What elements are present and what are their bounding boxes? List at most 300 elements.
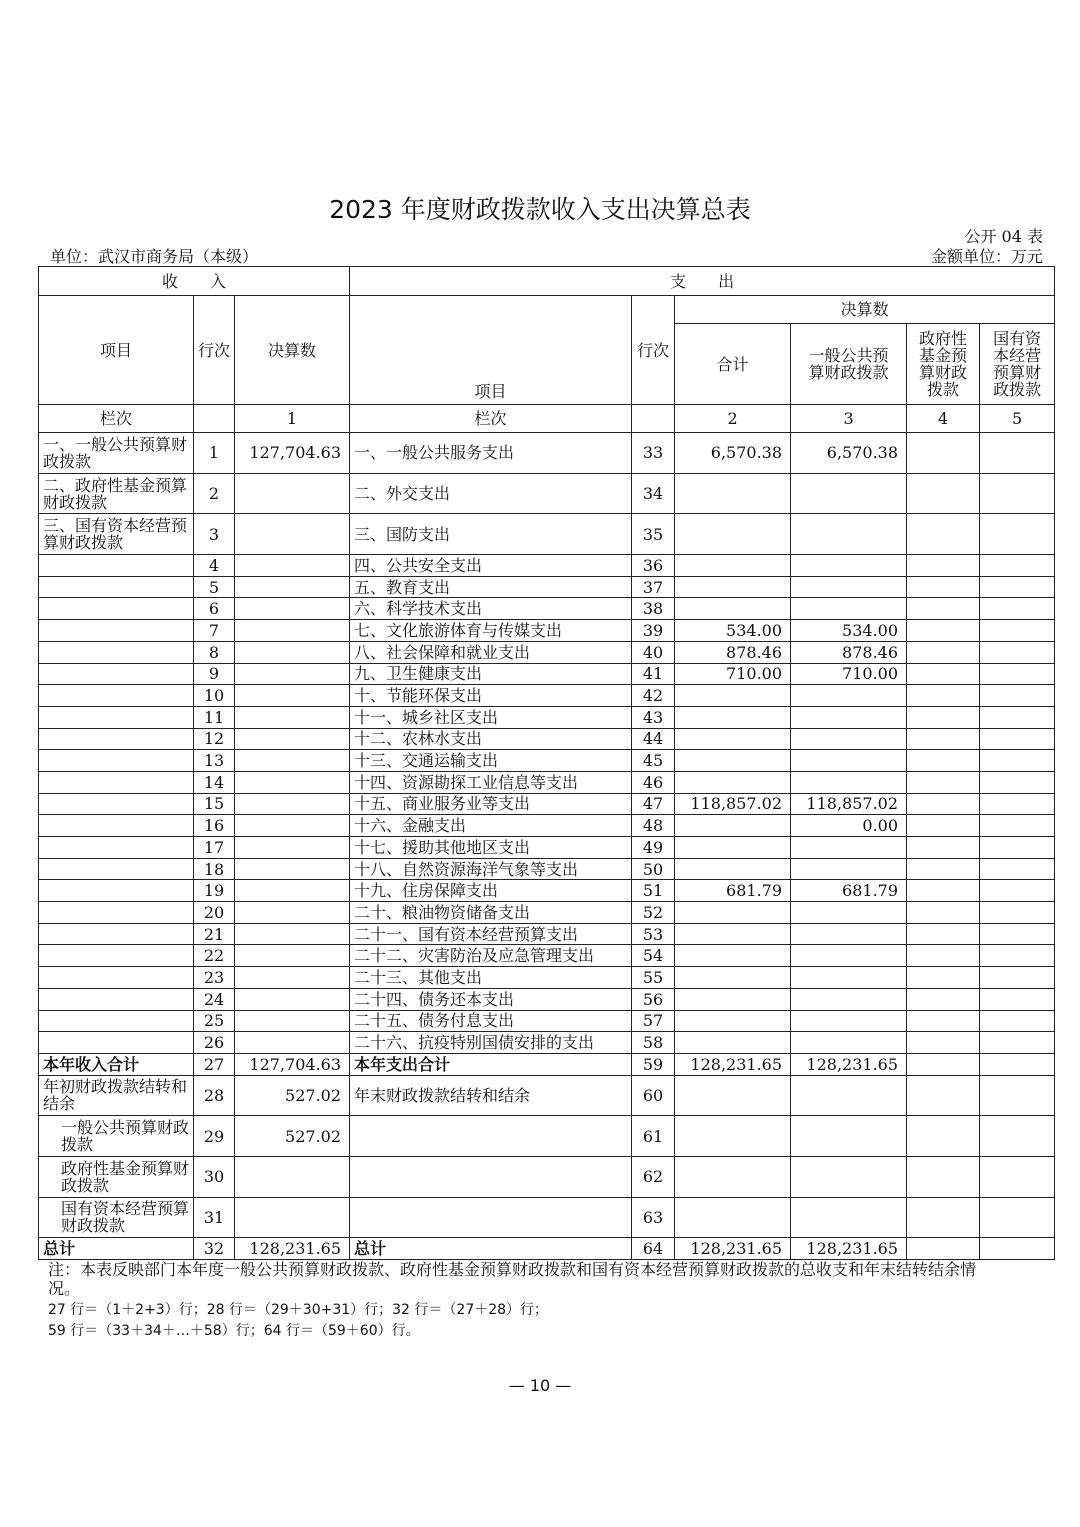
income-item (39, 555, 194, 577)
table-note: 注：本表反映部门本年度一般公共预算财政拨款、政府性基金预算财政拨款和国有资本经营预算财政拨款的总收支和年末结转结余情况。 (48, 1260, 977, 1298)
expense-soe (980, 750, 1055, 772)
expense-general (791, 902, 907, 924)
income-line-no: 10 (194, 685, 235, 707)
income-item (39, 988, 194, 1010)
expense-total (675, 576, 791, 598)
expense-total (675, 555, 791, 577)
expense-soe (980, 1010, 1055, 1032)
expense-item: 二十二、灾害防治及应急管理支出 (350, 945, 632, 967)
income-line-no: 18 (194, 858, 235, 880)
income-line-no: 30 (194, 1156, 235, 1197)
fund-header: 政府性基金预算财政拨款 (907, 324, 980, 405)
income-amount: 127,704.63 (235, 1053, 350, 1075)
income-amount (235, 988, 350, 1010)
expense-soe (980, 1032, 1055, 1054)
expense-fund (907, 433, 980, 474)
expense-general (791, 1116, 907, 1157)
expense-total: 128,231.65 (675, 1238, 791, 1260)
expense-item: 三、国防支出 (350, 514, 632, 555)
income-amount (235, 473, 350, 514)
expense-total (675, 1010, 791, 1032)
expense-line-no: 49 (632, 837, 675, 859)
table-row (39, 1116, 1055, 1157)
col-1: 1 (235, 405, 350, 433)
expense-item: 十四、资源勘探工业信息等支出 (350, 771, 632, 793)
table-row (39, 663, 1055, 685)
expense-item: 二十一、国有资本经营预算支出 (350, 923, 632, 945)
formula-notes (48, 1300, 548, 1342)
expense-line-no: 37 (632, 576, 675, 598)
income-line-no: 1 (194, 433, 235, 474)
table-row (39, 576, 1055, 598)
expense-line-no: 56 (632, 988, 675, 1010)
expense-general: 118,857.02 (791, 793, 907, 815)
income-amount (235, 858, 350, 880)
expense-line-no: 54 (632, 945, 675, 967)
formula-line-1: 27 行＝（1＋2+3）行；28 行＝（29＋30+31）行；32 行＝（27＋28）行； (48, 1302, 549, 1318)
income-item (39, 641, 194, 663)
expense-fund (907, 1116, 980, 1157)
expense-line-no: 48 (632, 815, 675, 837)
expense-fund (907, 620, 980, 642)
expense-general: 6,570.38 (791, 433, 907, 474)
expense-general (791, 1010, 907, 1032)
income-amount (235, 837, 350, 859)
money-unit-label: 金额单位：万元 (930, 247, 1043, 266)
expense-soe (980, 706, 1055, 728)
expense-line-no: 52 (632, 902, 675, 924)
income-item (39, 793, 194, 815)
income-line-no: 32 (194, 1238, 235, 1260)
income-line-no: 29 (194, 1116, 235, 1157)
expense-general: 710.00 (791, 663, 907, 685)
income-amount (235, 641, 350, 663)
income-item (39, 750, 194, 772)
expense-item: 十三、交通运输支出 (350, 750, 632, 772)
expense-fund (907, 514, 980, 555)
income-amount: 527.02 (235, 1075, 350, 1116)
expense-line-no: 33 (632, 433, 675, 474)
expense-item: 十一、城乡社区支出 (350, 706, 632, 728)
expense-fund (907, 1075, 980, 1116)
income-item (39, 923, 194, 945)
expense-fund (907, 837, 980, 859)
expense-soe (980, 514, 1055, 555)
expense-line-no: 47 (632, 793, 675, 815)
table-row (39, 793, 1055, 815)
expense-item: 总计 (350, 1238, 632, 1260)
expense-line-no: 39 (632, 620, 675, 642)
expense-item: 二十三、其他支出 (350, 967, 632, 989)
expense-soe (980, 641, 1055, 663)
income-item (39, 598, 194, 620)
table-row (39, 880, 1055, 902)
expense-general (791, 728, 907, 750)
expense-soe (980, 771, 1055, 793)
table-row (39, 902, 1055, 924)
expense-total: 118,857.02 (675, 793, 791, 815)
expense-item: 十七、援助其他地区支出 (350, 837, 632, 859)
expense-item: 十、节能环保支出 (350, 685, 632, 707)
expense-fund (907, 576, 980, 598)
income-line-no: 23 (194, 967, 235, 989)
page-title: 2023 年度财政拨款收入支出决算总表 (329, 195, 751, 224)
income-header: 收 入 (39, 267, 350, 296)
expense-item: 二十、粮油物资储备支出 (350, 902, 632, 924)
income-item (39, 967, 194, 989)
expense-soe (980, 473, 1055, 514)
income-line-no: 12 (194, 728, 235, 750)
expense-general (791, 1075, 907, 1116)
expense-fund (907, 555, 980, 577)
expense-fund (907, 1238, 980, 1260)
income-line-no: 5 (194, 576, 235, 598)
income-final-header: 决算数 (235, 296, 350, 405)
expense-item: 六、科学技术支出 (350, 598, 632, 620)
expense-item (350, 1116, 632, 1157)
expense-soe (980, 815, 1055, 837)
expense-item: 年末财政拨款结转和结余 (350, 1075, 632, 1116)
expense-total: 878.46 (675, 641, 791, 663)
expense-general (791, 988, 907, 1010)
expense-item: 九、卫生健康支出 (350, 663, 632, 685)
income-item: 三、国有资本经营预算财政拨款 (39, 514, 194, 555)
col-2: 2 (675, 405, 791, 433)
expense-soe (980, 902, 1055, 924)
table-row (39, 1156, 1055, 1197)
table-row (39, 945, 1055, 967)
expense-item: 二十五、债务付息支出 (350, 1010, 632, 1032)
income-amount (235, 685, 350, 707)
form-number: 公开 04 表 (964, 227, 1043, 246)
expense-header: 支 出 (350, 267, 1055, 296)
income-amount (235, 945, 350, 967)
expense-line-no: 46 (632, 771, 675, 793)
expense-soe (980, 555, 1055, 577)
expense-general (791, 576, 907, 598)
expense-soe (980, 923, 1055, 945)
expense-general: 681.79 (791, 880, 907, 902)
table-row (39, 750, 1055, 772)
income-item: 国有资本经营预算财政拨款 (39, 1197, 194, 1238)
income-line-no: 25 (194, 1010, 235, 1032)
expense-total (675, 728, 791, 750)
expense-general: 878.46 (791, 641, 907, 663)
expense-line-no: 34 (632, 473, 675, 514)
expense-soe (980, 433, 1055, 474)
expense-general: 0.00 (791, 815, 907, 837)
expense-item: 四、公共安全支出 (350, 555, 632, 577)
expense-soe (980, 945, 1055, 967)
expense-line-no: 61 (632, 1116, 675, 1157)
expense-total (675, 1075, 791, 1116)
income-amount (235, 706, 350, 728)
expense-fund (907, 1032, 980, 1054)
expense-final-header: 决算数 (675, 296, 1055, 324)
expense-soe (980, 620, 1055, 642)
table-row (39, 555, 1055, 577)
income-item-header: 项目 (39, 296, 194, 405)
expense-general (791, 837, 907, 859)
expense-general (791, 858, 907, 880)
expense-total (675, 1032, 791, 1054)
expense-general (791, 750, 907, 772)
expense-fund (907, 1156, 980, 1197)
expense-line-no: 51 (632, 880, 675, 902)
table-row (39, 1010, 1055, 1032)
income-amount (235, 555, 350, 577)
table-row (39, 706, 1055, 728)
expense-general (791, 555, 907, 577)
income-item (39, 728, 194, 750)
table-row (39, 1075, 1055, 1116)
expense-general: 534.00 (791, 620, 907, 642)
expense-fund (907, 1010, 980, 1032)
expense-total (675, 473, 791, 514)
expense-line-no: 59 (632, 1053, 675, 1075)
expense-general (791, 685, 907, 707)
table-row (39, 815, 1055, 837)
expense-line-no: 64 (632, 1238, 675, 1260)
income-amount (235, 1197, 350, 1238)
table-row (39, 433, 1055, 474)
table-row (39, 685, 1055, 707)
income-item: 一、一般公共预算财政拨款 (39, 433, 194, 474)
income-amount (235, 967, 350, 989)
expense-line-no: 55 (632, 967, 675, 989)
table-row (39, 473, 1055, 514)
income-amount (235, 576, 350, 598)
income-line-no: 21 (194, 923, 235, 945)
income-amount (235, 514, 350, 555)
expense-general (791, 771, 907, 793)
expense-general (791, 598, 907, 620)
income-line-no: 9 (194, 663, 235, 685)
expense-fund (907, 793, 980, 815)
expense-total (675, 750, 791, 772)
income-item (39, 902, 194, 924)
income-item: 一般公共预算财政拨款 (39, 1116, 194, 1157)
expense-fund (907, 641, 980, 663)
expense-soe (980, 1053, 1055, 1075)
expense-fund (907, 815, 980, 837)
expense-general (791, 945, 907, 967)
expense-soe (980, 967, 1055, 989)
table-row (39, 1238, 1055, 1260)
expense-soe (980, 576, 1055, 598)
income-item (39, 576, 194, 598)
income-line-no: 27 (194, 1053, 235, 1075)
expense-total: 128,231.65 (675, 1053, 791, 1075)
expense-fund (907, 902, 980, 924)
table-row (39, 728, 1055, 750)
expense-general: 128,231.65 (791, 1053, 907, 1075)
expense-fund (907, 1197, 980, 1238)
expense-soe (980, 1156, 1055, 1197)
expense-fund (907, 706, 980, 728)
expense-fund (907, 923, 980, 945)
general-header: 一般公共预算财政拨款 (791, 324, 907, 405)
income-item (39, 1010, 194, 1032)
table-row (39, 620, 1055, 642)
expense-soe (980, 685, 1055, 707)
expense-item: 十八、自然资源海洋气象等支出 (350, 858, 632, 880)
expense-general (791, 967, 907, 989)
income-line-header: 行次 (194, 296, 235, 405)
expense-item: 十九、住房保障支出 (350, 880, 632, 902)
col-3: 3 (791, 405, 907, 433)
expense-fund (907, 967, 980, 989)
expense-fund (907, 685, 980, 707)
expense-fund (907, 728, 980, 750)
expense-item: 一、一般公共服务支出 (350, 433, 632, 474)
expense-soe (980, 1075, 1055, 1116)
expense-line-no: 44 (632, 728, 675, 750)
income-item (39, 771, 194, 793)
expense-total: 710.00 (675, 663, 791, 685)
table-row (39, 1197, 1055, 1238)
income-line-no: 4 (194, 555, 235, 577)
income-amount (235, 1032, 350, 1054)
income-amount (235, 923, 350, 945)
expense-item: 二十六、抗疫特别国债安排的支出 (350, 1032, 632, 1054)
expense-item (350, 1156, 632, 1197)
expense-total (675, 945, 791, 967)
income-line-no: 31 (194, 1197, 235, 1238)
table-row (39, 598, 1055, 620)
expense-line-no: 63 (632, 1197, 675, 1238)
income-line-no: 15 (194, 793, 235, 815)
expense-total (675, 815, 791, 837)
expense-item: 十二、农林水支出 (350, 728, 632, 750)
income-item (39, 945, 194, 967)
table-row (39, 837, 1055, 859)
expense-general (791, 473, 907, 514)
expense-item: 二、外交支出 (350, 473, 632, 514)
expense-soe (980, 1116, 1055, 1157)
expense-item: 七、文化旅游体育与传媒支出 (350, 620, 632, 642)
income-line-no: 20 (194, 902, 235, 924)
expense-soe (980, 988, 1055, 1010)
income-line-no: 17 (194, 837, 235, 859)
col-4: 4 (907, 405, 980, 433)
expense-general (791, 514, 907, 555)
expense-fund (907, 750, 980, 772)
income-amount (235, 750, 350, 772)
income-item: 本年收入合计 (39, 1053, 194, 1075)
expense-fund (907, 988, 980, 1010)
income-amount (235, 880, 350, 902)
expense-line-no: 58 (632, 1032, 675, 1054)
income-line-no: 26 (194, 1032, 235, 1054)
expense-total: 681.79 (675, 880, 791, 902)
expense-total (675, 858, 791, 880)
table-row (39, 1032, 1055, 1054)
expense-soe (980, 728, 1055, 750)
expense-item (350, 1197, 632, 1238)
expense-soe (980, 858, 1055, 880)
income-amount (235, 793, 350, 815)
table-row (39, 641, 1055, 663)
expense-item: 十五、商业服务业等支出 (350, 793, 632, 815)
col-5: 5 (980, 405, 1055, 433)
income-col-label: 栏次 (39, 405, 194, 433)
expense-total (675, 771, 791, 793)
expense-fund (907, 663, 980, 685)
income-amount: 128,231.65 (235, 1238, 350, 1260)
income-amount (235, 771, 350, 793)
expense-line-no: 40 (632, 641, 675, 663)
income-item (39, 815, 194, 837)
expense-total: 6,570.38 (675, 433, 791, 474)
formula-line-2: 59 行＝（33＋34＋…＋58）行；64 行＝（59＋60）行。 (48, 1323, 420, 1339)
income-amount (235, 598, 350, 620)
expense-line-no: 45 (632, 750, 675, 772)
expense-line-no: 42 (632, 685, 675, 707)
expense-item: 十六、金融支出 (350, 815, 632, 837)
income-amount (235, 815, 350, 837)
expense-item: 二十四、债务还本支出 (350, 988, 632, 1010)
expense-line-no: 43 (632, 706, 675, 728)
expense-general: 128,231.65 (791, 1238, 907, 1260)
income-line-no: 19 (194, 880, 235, 902)
income-item (39, 685, 194, 707)
page-number: — 10 — (508, 1376, 572, 1395)
expense-item: 本年支出合计 (350, 1053, 632, 1075)
expense-soe (980, 598, 1055, 620)
income-line-no: 3 (194, 514, 235, 555)
expense-general (791, 923, 907, 945)
income-item: 年初财政拨款结转和结余 (39, 1075, 194, 1116)
income-line-no: 16 (194, 815, 235, 837)
expense-total (675, 1156, 791, 1197)
expense-total (675, 902, 791, 924)
expense-line-header: 行次 (632, 296, 675, 405)
income-item (39, 706, 194, 728)
expense-item: 五、教育支出 (350, 576, 632, 598)
expense-general (791, 1032, 907, 1054)
income-line-no: 28 (194, 1075, 235, 1116)
expense-line-no: 62 (632, 1156, 675, 1197)
income-amount (235, 728, 350, 750)
table-row (39, 771, 1055, 793)
income-amount (235, 1156, 350, 1197)
income-item (39, 837, 194, 859)
expense-total (675, 706, 791, 728)
income-amount (235, 902, 350, 924)
expense-soe (980, 1238, 1055, 1260)
income-line-no: 6 (194, 598, 235, 620)
income-line-no: 22 (194, 945, 235, 967)
expense-line-no: 60 (632, 1075, 675, 1116)
income-item (39, 1032, 194, 1054)
income-amount (235, 663, 350, 685)
income-line-no: 14 (194, 771, 235, 793)
expense-fund (907, 880, 980, 902)
table-row (39, 967, 1055, 989)
income-amount (235, 1010, 350, 1032)
income-amount: 527.02 (235, 1116, 350, 1157)
expense-general (791, 1156, 907, 1197)
income-item: 政府性基金预算财政拨款 (39, 1156, 194, 1197)
income-item (39, 663, 194, 685)
expense-fund (907, 598, 980, 620)
income-item: 二、政府性基金预算财政拨款 (39, 473, 194, 514)
expense-soe (980, 837, 1055, 859)
expense-total (675, 685, 791, 707)
expense-general (791, 706, 907, 728)
expense-line-no: 38 (632, 598, 675, 620)
